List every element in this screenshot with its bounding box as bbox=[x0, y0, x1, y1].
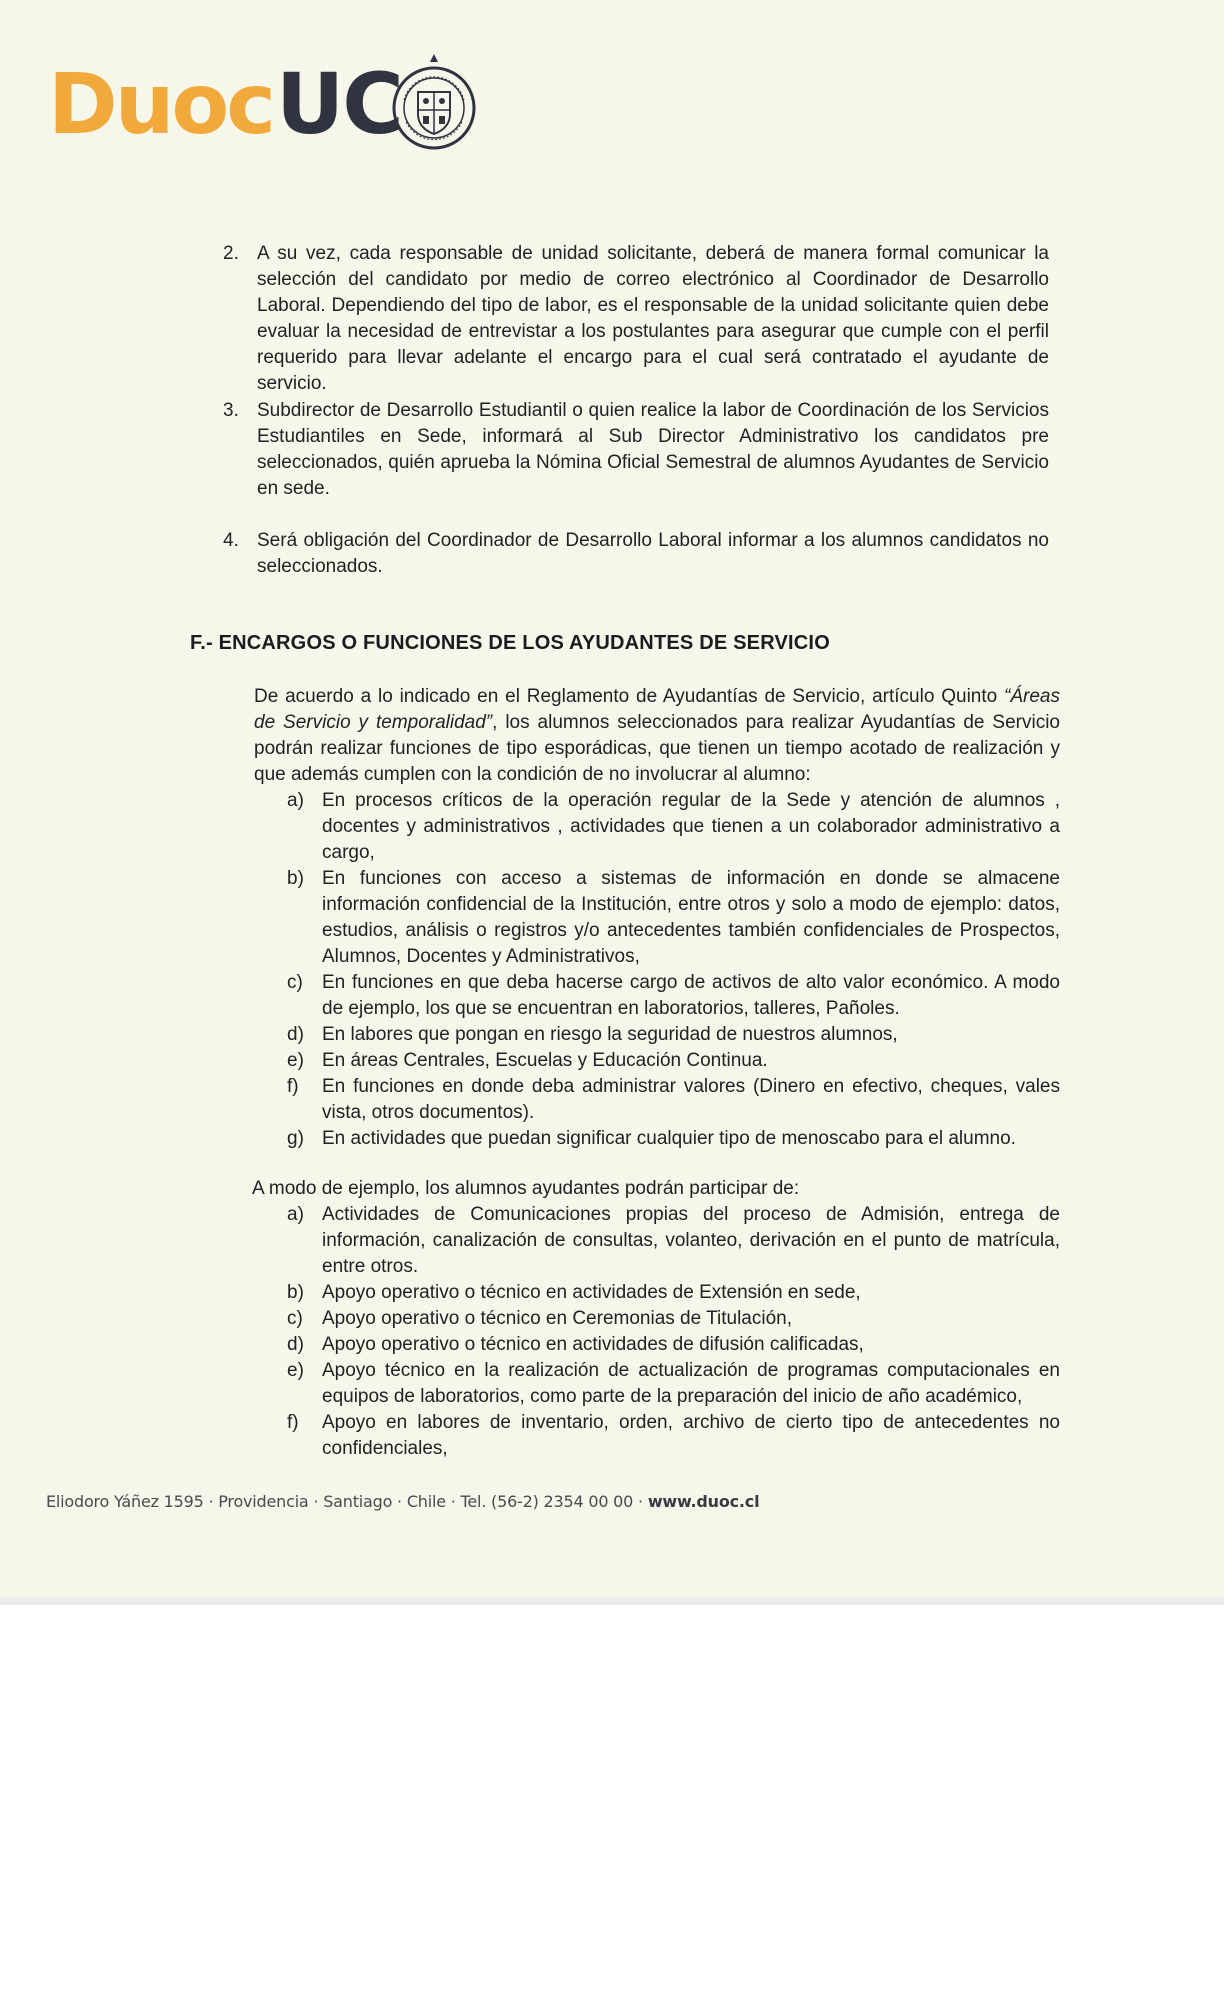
list-letter: g) bbox=[287, 1128, 304, 1149]
item-number: 2. bbox=[223, 243, 239, 264]
list-item bbox=[254, 1280, 1060, 1306]
list-text: Apoyo operativo o técnico en actividades de Extensión en sede, bbox=[322, 1282, 861, 1303]
list-letter: e) bbox=[287, 1360, 304, 1381]
list-item bbox=[254, 1358, 1060, 1410]
list-text: En actividades que puedan significar cualquier tipo de menoscabo para el alumno. bbox=[322, 1128, 1016, 1149]
list-letter: f) bbox=[287, 1412, 299, 1433]
logo-uc-text: UC bbox=[276, 55, 402, 153]
item-text: A su vez, cada responsable de unidad solicitante, deberá de manera formal comunicar la selección del candidato por medio de correo electrónico al Coordinador de Desarrollo Laboral. Dependiendo del tipo de labor, es el responsable de la unidad solicitante quien debe evaluar la necesidad de entrevistar a los postulantes para asegurar que cumple con el perfil requerido para llevar adelante el encargo para el cual será contratado el ayudante de servicio. bbox=[257, 243, 1049, 394]
list-letter: e) bbox=[287, 1050, 304, 1071]
list-text: Actividades de Comunicaciones propias del proceso de Admisión, entrega de información, canalización de consultas, volanteo, derivación en el punto de matrícula, entre otros. bbox=[322, 1204, 1060, 1277]
list-item bbox=[254, 1126, 1060, 1152]
list-letter: b) bbox=[287, 1282, 304, 1303]
list-text: Apoyo operativo o técnico en actividades de difusión calificadas, bbox=[322, 1334, 864, 1355]
intro-text-start: De acuerdo a lo indicado en el Reglamento de Ayudantías de Servicio, artículo Quinto bbox=[254, 686, 1005, 707]
list-letter: d) bbox=[287, 1024, 304, 1045]
duoc-uc-logo bbox=[48, 52, 478, 162]
list-item bbox=[254, 1332, 1060, 1358]
section-f-heading: F.- ENCARGOS O FUNCIONES DE LOS AYUDANTES DE SERVICIO bbox=[190, 632, 830, 654]
footer-address: Eliodoro Yáñez 1595 · Providencia · Santiago · Chile · Tel. (56-2) 2354 00 00 · bbox=[46, 1492, 648, 1511]
list-letter: a) bbox=[287, 790, 304, 811]
list-item bbox=[254, 1074, 1060, 1126]
list-letter: c) bbox=[287, 972, 303, 993]
list-letter: c) bbox=[287, 1308, 303, 1329]
list-text: Apoyo operativo o técnico en Ceremonias de Titulación, bbox=[322, 1308, 792, 1329]
list-letter: a) bbox=[287, 1204, 304, 1225]
list-item bbox=[254, 970, 1060, 1022]
page-bottom-edge bbox=[0, 1597, 1224, 1605]
list-item bbox=[254, 1410, 1060, 1462]
list-text: En funciones en donde deba administrar valores (Dinero en efectivo, cheques, vales vista, otros documentos). bbox=[322, 1076, 1060, 1123]
list-text: En procesos críticos de la operación regular de la Sede y atención de alumnos , docentes y administrativos , actividades que tienen a un colaborador administrativo a cargo, bbox=[322, 790, 1060, 863]
list-item bbox=[254, 1022, 1060, 1048]
list-item bbox=[254, 866, 1060, 970]
list-text: En funciones con acceso a sistemas de información en donde se almacene información confidencial de la Institución, entre otros y solo a modo de ejemplo: datos, estudios, análisis o registros y/o antecedentes también confidenciales de Prospectos, Alumnos, Docentes y Administrativos, bbox=[322, 868, 1060, 967]
list-text: Apoyo en labores de inventario, orden, archivo de cierto tipo de antecedentes no confidenciales, bbox=[322, 1412, 1060, 1459]
list-letter: b) bbox=[287, 868, 304, 889]
intro-text-end: , los alumnos seleccionados para realizar Ayudantías de Servicio podrán realizar funciones de tipo esporádicas, que tienen un tiempo acotado de realización y que además cumplen con la condición de no involucrar al alumno: bbox=[254, 712, 1060, 785]
item-number: 3. bbox=[223, 400, 239, 421]
list-item bbox=[254, 1306, 1060, 1332]
numbered-item-4 bbox=[223, 528, 1049, 580]
list-text: Apoyo técnico en la realización de actualización de programas computacionales en equipos de laboratorios, como parte de la preparación del inicio de año académico, bbox=[322, 1360, 1060, 1407]
list-item bbox=[254, 788, 1060, 866]
list-text: En áreas Centrales, Escuelas y Educación Continua. bbox=[322, 1050, 768, 1071]
list-item bbox=[254, 1202, 1060, 1280]
list-text: En labores que pongan en riesgo la seguridad de nuestros alumnos, bbox=[322, 1024, 898, 1045]
list-letter: f) bbox=[287, 1076, 299, 1097]
numbered-item-3 bbox=[223, 398, 1049, 502]
section-f-intro bbox=[254, 684, 1060, 788]
examples-intro: A modo de ejemplo, los alumnos ayudantes podrán participar de: bbox=[252, 1178, 800, 1199]
item-text: Será obligación del Coordinador de Desarrollo Laboral informar a los alumnos candidatos no seleccionados. bbox=[257, 530, 1049, 577]
item-text: Subdirector de Desarrollo Estudiantil o quien realice la labor de Coordinación de los Servicios Estudiantiles en Sede, informará al Sub Director Administrativo los candidatos pre seleccionados, quién aprueba la Nómina Oficial Semestral de alumnos Ayudantes de Servicio en sede. bbox=[257, 400, 1049, 499]
list-letter: d) bbox=[287, 1334, 304, 1355]
university-seal-icon bbox=[388, 52, 480, 152]
examples-list bbox=[254, 1202, 1060, 1462]
restrictions-list bbox=[254, 788, 1060, 1152]
page-footer bbox=[46, 1492, 759, 1511]
intro-italic-title: “Áreas de Servicio y temporalidad” bbox=[254, 686, 1060, 733]
footer-website-link[interactable]: www.duoc.cl bbox=[647, 1492, 760, 1511]
numbered-item-2 bbox=[223, 241, 1049, 397]
list-item bbox=[254, 1048, 1060, 1074]
logo-duoc-text: Duoc bbox=[48, 55, 274, 153]
item-number: 4. bbox=[223, 530, 239, 551]
list-text: En funciones en que deba hacerse cargo de activos de alto valor económico. A modo de ejemplo, los que se encuentran en laboratorios, talleres, Pañoles. bbox=[322, 972, 1060, 1019]
